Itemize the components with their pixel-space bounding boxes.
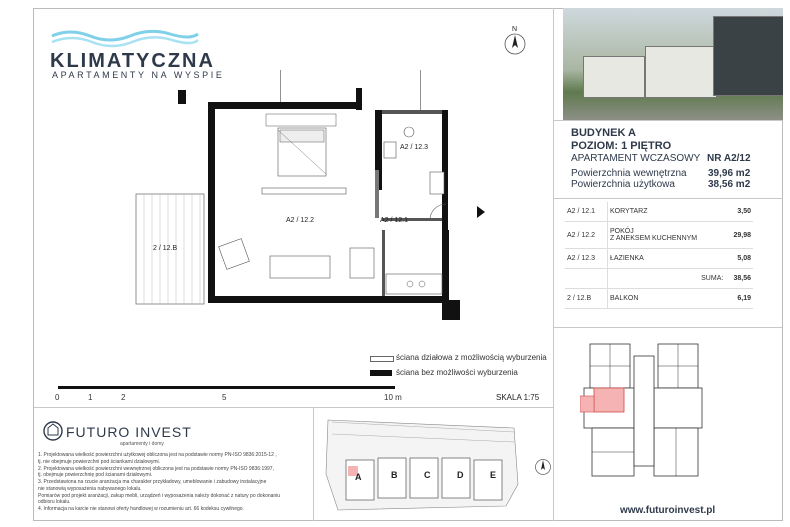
room-label-12-3: A2 / 12.3 xyxy=(400,144,429,151)
note-line: nie stanowią wyposażenia nabywanego lokalu. xyxy=(38,485,142,492)
developer-name: FUTURO INVEST xyxy=(66,424,192,440)
usable-area-label: Powierzchnia użytkowa xyxy=(571,179,675,190)
table-row xyxy=(565,269,753,289)
room-area: 5,08 xyxy=(725,249,753,269)
divider-notes xyxy=(313,407,314,521)
photo-building xyxy=(645,46,717,98)
internal-area-value: 39,96 m2 xyxy=(708,168,751,179)
room-name: KORYTARZ xyxy=(608,202,726,222)
legend-structural-swatch xyxy=(370,370,392,376)
floor-plan xyxy=(120,70,500,320)
table-row xyxy=(565,289,753,309)
site-building-e: E xyxy=(490,470,497,480)
site-plan xyxy=(318,414,524,518)
scale-tick-10: 10 m xyxy=(384,393,402,402)
wave-logo-icon xyxy=(50,26,200,48)
site-building-b: B xyxy=(391,470,398,480)
room-code: A2 / 12.3 xyxy=(565,249,608,269)
site-compass-icon xyxy=(534,458,552,476)
apartment-number: NR A2/12 xyxy=(707,153,751,164)
building-label: BUDYNEK A xyxy=(571,127,636,139)
scale-tick-5: 5 xyxy=(222,393,227,402)
room-label-balcony: 2 / 12.B xyxy=(153,245,178,252)
divider-table xyxy=(553,327,783,328)
room-code: 2 / 12.B xyxy=(565,289,608,309)
scale-label: SKALA 1:75 xyxy=(496,393,540,402)
compass-icon xyxy=(503,32,527,56)
divider-info xyxy=(553,198,783,199)
usable-area-value: 38,56 m2 xyxy=(708,179,751,190)
key-plan xyxy=(580,336,710,496)
site-building-c: C xyxy=(424,470,431,480)
photo-building xyxy=(713,16,783,96)
brand-title: KLIMATYCZNA xyxy=(50,50,215,72)
table-row xyxy=(565,202,753,222)
note-line: odbioru lokalu. xyxy=(38,499,71,506)
scale-tick-0: 0 xyxy=(55,393,60,402)
futuro-logo-icon xyxy=(42,420,64,442)
scale-tick-2: 2 xyxy=(121,393,126,402)
table-row xyxy=(565,222,753,249)
room-area: 38,56 xyxy=(725,269,753,289)
room-name: SUMA: xyxy=(608,269,726,289)
room-area: 29,98 xyxy=(725,222,753,249)
internal-area-label: Powierzchnia wewnętrzna xyxy=(571,168,687,179)
building-photo xyxy=(563,8,783,120)
divider-bottom xyxy=(33,407,553,408)
divider-right xyxy=(553,8,554,521)
room-name: ŁAZIENKA xyxy=(608,249,726,269)
legend-partition-label: ściana działowa z możliwością wyburzenia xyxy=(396,353,547,362)
room-area: 3,50 xyxy=(725,202,753,222)
note-line: tj. nie obejmuje powierzchni pod ściankami działowymi. xyxy=(38,458,160,465)
legend-structural-label: ściana bez możliwości wyburzenia xyxy=(396,368,518,377)
website-url[interactable]: www.futuroinvest.pl xyxy=(620,505,716,516)
note-line: 1. Projektowana wielkość powierzchni użytkowej obliczona jest na podstawie normy PN-ISO 9836:2015-12 , xyxy=(38,452,277,458)
apartment-type: APARTAMENT WCZASOWY xyxy=(571,153,701,164)
scale-tick-1: 1 xyxy=(88,393,93,402)
note-line: 3. Przedstawiona na rzucie aranżacja ma charakter przykładowy, umeblowanie i zabudowy instalacyjne xyxy=(38,479,267,485)
note-line: 2. Projektowana wielkość powierzchni wewnętrznej obliczona jest na podstawie normy PN-ISO 9836:1997, xyxy=(38,465,274,472)
room-code: A2 / 12.1 xyxy=(565,202,608,222)
divider-photo xyxy=(553,120,783,121)
notes xyxy=(38,452,308,513)
room-name: BALKON xyxy=(608,289,726,309)
compass-north-label: N xyxy=(512,26,518,33)
room-label-12-2: A2 / 12.2 xyxy=(286,217,315,224)
site-building-a: A xyxy=(355,472,362,482)
photo-building xyxy=(583,56,645,98)
table-row xyxy=(565,249,753,269)
room-label-12-1: A2 / 12.1 xyxy=(380,217,409,224)
note-line: tj. obejmuje powierzchnię pod ścianami działowymi. xyxy=(38,472,153,479)
room-area: 6,19 xyxy=(725,289,753,309)
floor-label: POZIOM: 1 PIĘTRO xyxy=(571,140,672,152)
rooms-table xyxy=(565,202,753,309)
note-line: Pomiarów pod projekt aranżacji, zakup mebli, urządzeń i wyposażenia należy dokonać z natury po dokonaniu xyxy=(38,492,281,499)
site-building-d: D xyxy=(457,470,464,480)
scale-bar xyxy=(58,386,395,389)
developer-tagline: apartamenty i domy xyxy=(120,441,164,447)
note-line: 4. Informacja na karcie nie stanowi oferty handlowej w rozumieniu art. 66 kodeksu cywilnego. xyxy=(38,506,244,512)
room-code: A2 / 12.2 xyxy=(565,222,608,249)
brand-subtitle: APARTAMENTY NA WYSPIE xyxy=(52,70,225,80)
room-code xyxy=(565,269,608,289)
legend-partition-swatch xyxy=(370,356,394,362)
room-name: POKÓJ Z ANEKSEM KUCHENNYM xyxy=(608,222,726,249)
